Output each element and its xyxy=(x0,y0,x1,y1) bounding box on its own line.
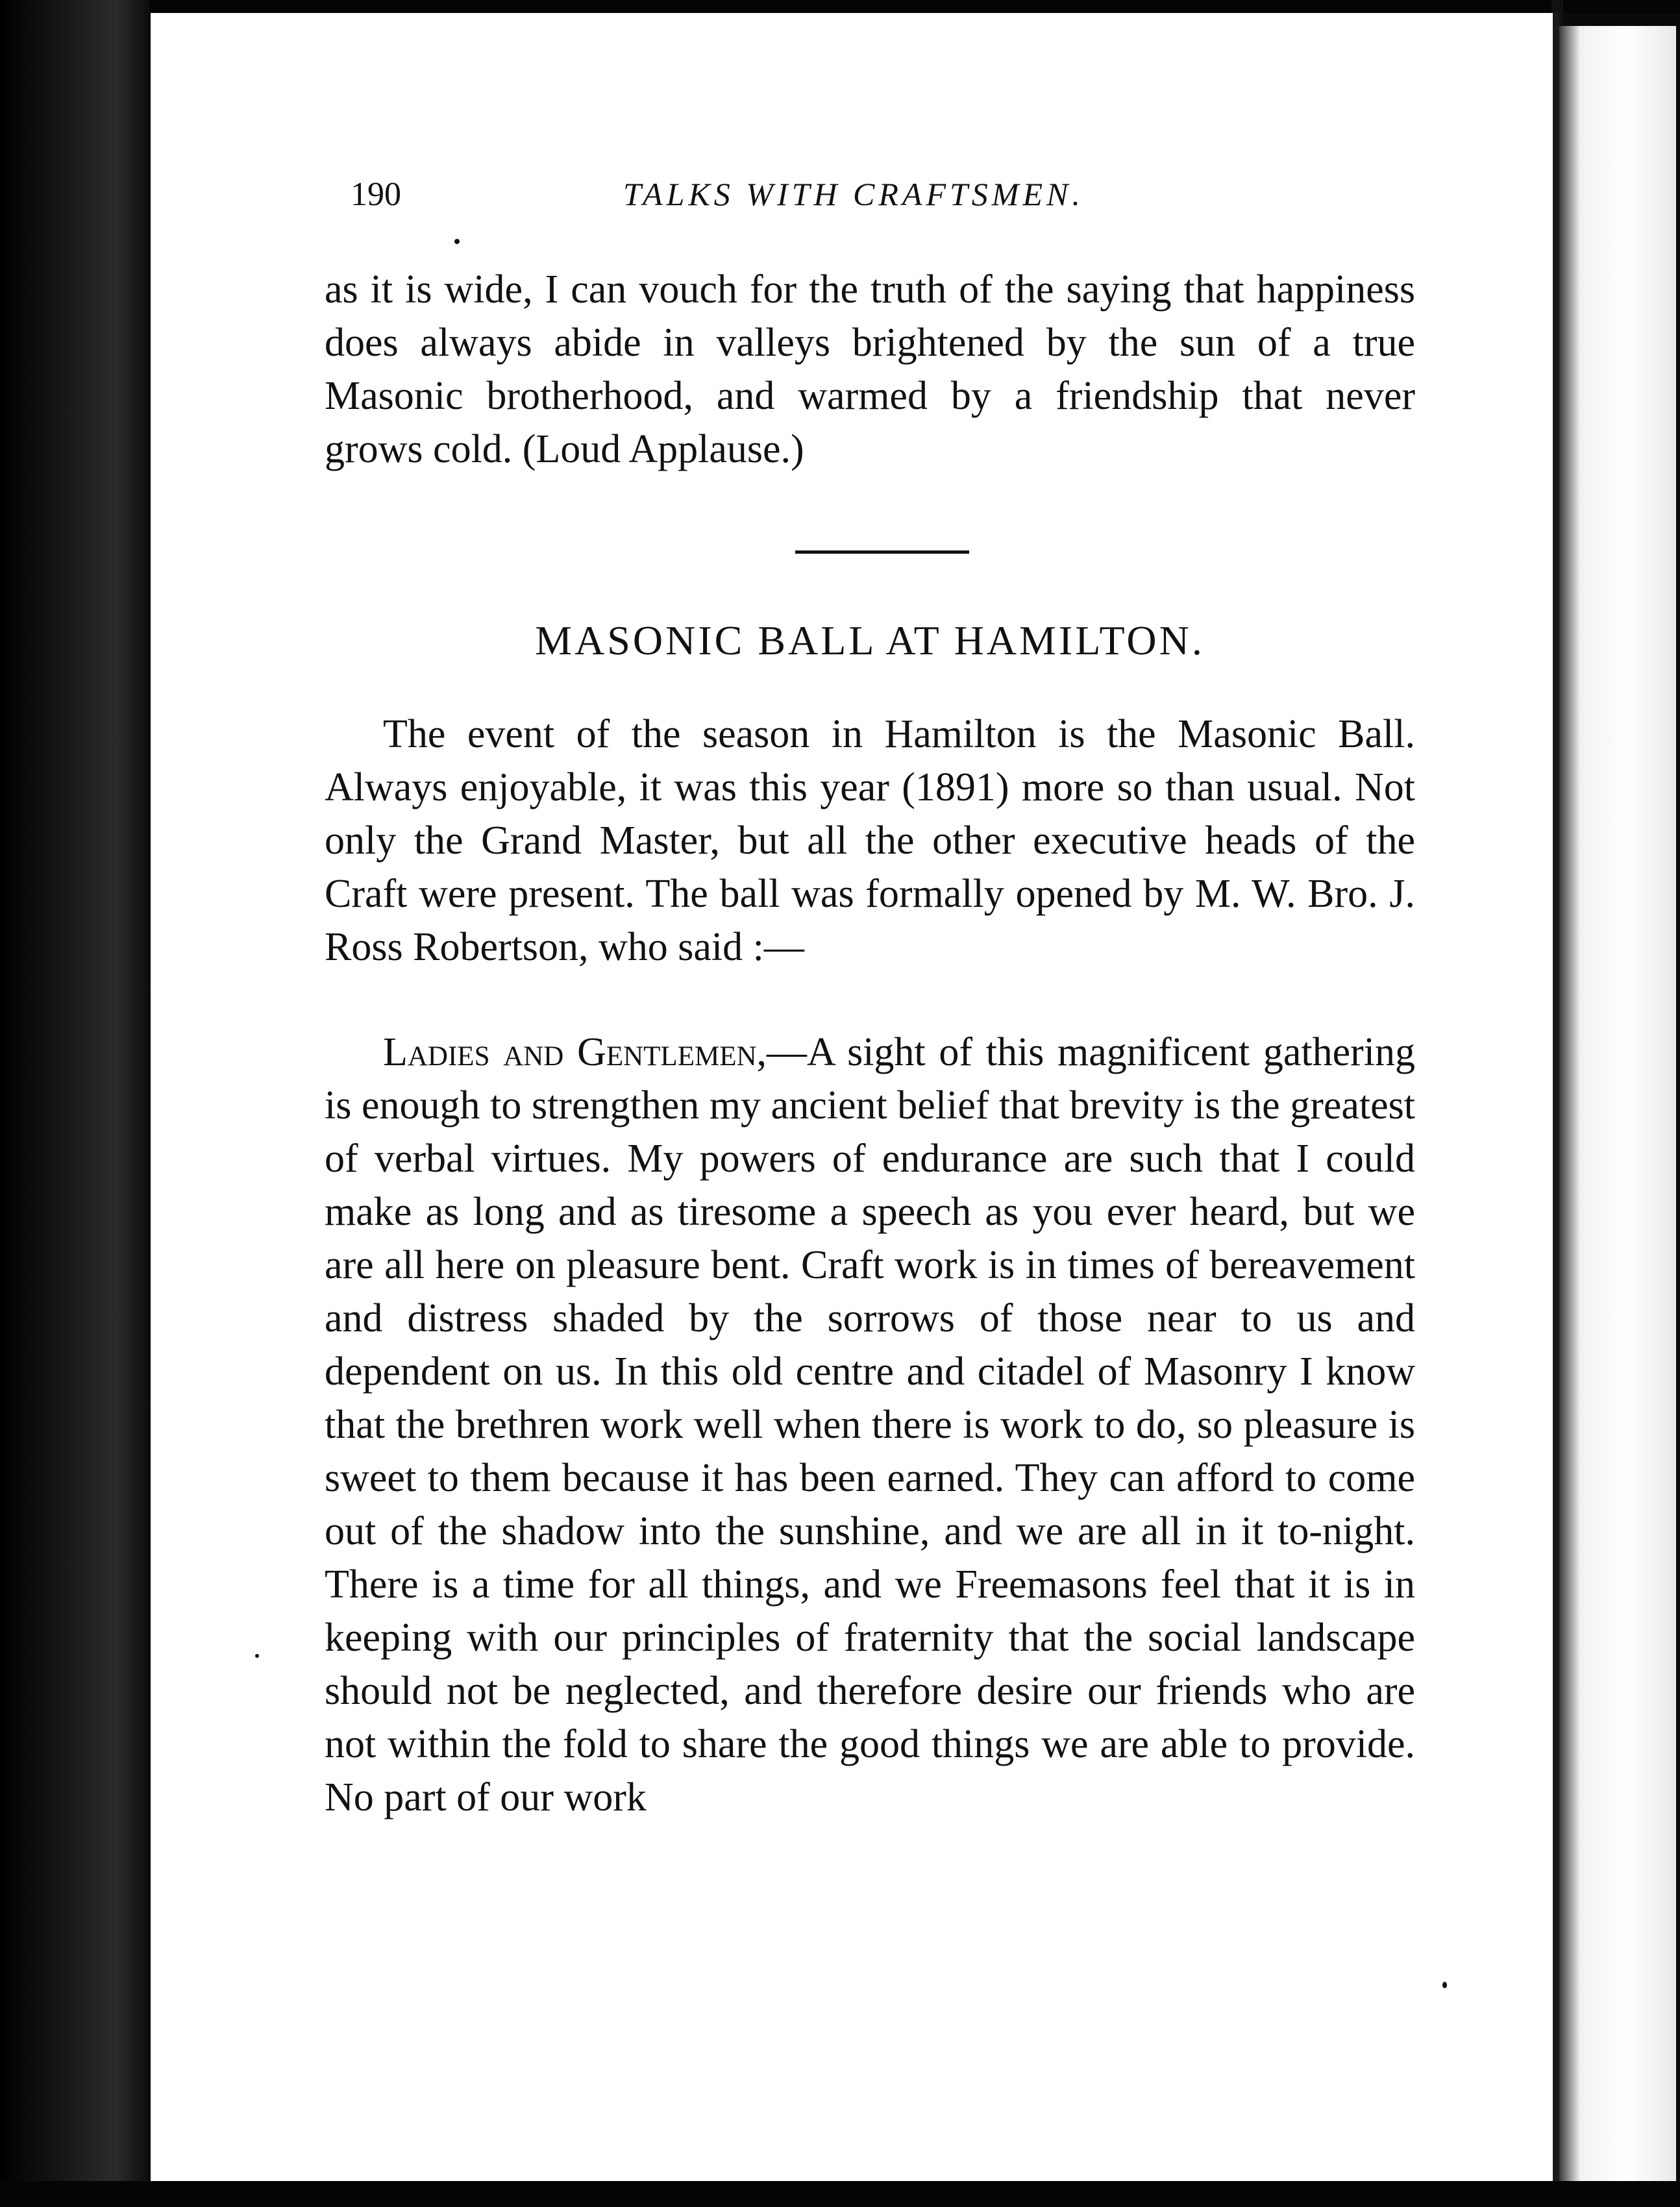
page-number: 190 xyxy=(351,176,401,213)
scan-speck xyxy=(255,1654,259,1658)
running-head-title: TALKS WITH CRAFTSMEN. xyxy=(623,176,1084,212)
intro-paragraph xyxy=(325,708,1415,974)
running-head xyxy=(351,175,1175,227)
book-spine-edge xyxy=(0,0,149,2207)
scan-bottom-border xyxy=(0,2181,1680,2207)
speech-paragraph xyxy=(325,1026,1415,1824)
scan-speck xyxy=(454,239,460,244)
speech-paragraph-text xyxy=(325,1026,1415,1824)
section-title: MASONIC BALL AT HAMILTON. xyxy=(535,617,1205,663)
scan-speck xyxy=(1442,1982,1447,1988)
continued-paragraph-text: as it is wide, I can vouch for the truth of the saying that happiness does always abide in valleys brightened by the sun of a true Masonic brotherhood, and warmed by a friendship that never grows cold. (Loud Applause.) xyxy=(325,267,1415,471)
intro-paragraph-text: The event of the season in Hamilton is the Masonic Ball. Always enjoyable, it was this year (1891) more so than usual. Not only the Grand Master, but all the other executive heads of the Craft were present. The ball was formally opened by M. W. Bro. J. Ross Robertson, who said :— xyxy=(325,712,1415,969)
section-divider-rule xyxy=(795,550,969,554)
scan-top-border xyxy=(0,0,1680,14)
speech-body: A sight of this magnificent gathering is enough to strengthen my ancient belief that brevity is the greatest of verbal virtues. My powers of endurance are such that I could make as long and as tiresome a speech as you ever heard, but we are all here on pleasure bent. Craft work is in times of bereavement and distress shaded by the sorrows of those near to us and dependent on us. In this old centre and citadel of Masonry I know that the brethren work well when there is work to do, so pleasure is sweet to them because it has been earned. They can afford to come out of the shadow into the sunshine, and we are all in it to-night. There is a time for all things, and we Freemasons feel that it is in keeping with our principles of fraternity that the social landscape should not be neglected, and therefore desire our friends who are not within the fold to share the good things we are able to provide. No part of our work xyxy=(325,1030,1415,1819)
speech-salutation: Ladies and Gentlemen,— xyxy=(383,1030,808,1074)
adjacent-page-edge xyxy=(1559,26,1676,2188)
continued-paragraph xyxy=(325,263,1415,476)
